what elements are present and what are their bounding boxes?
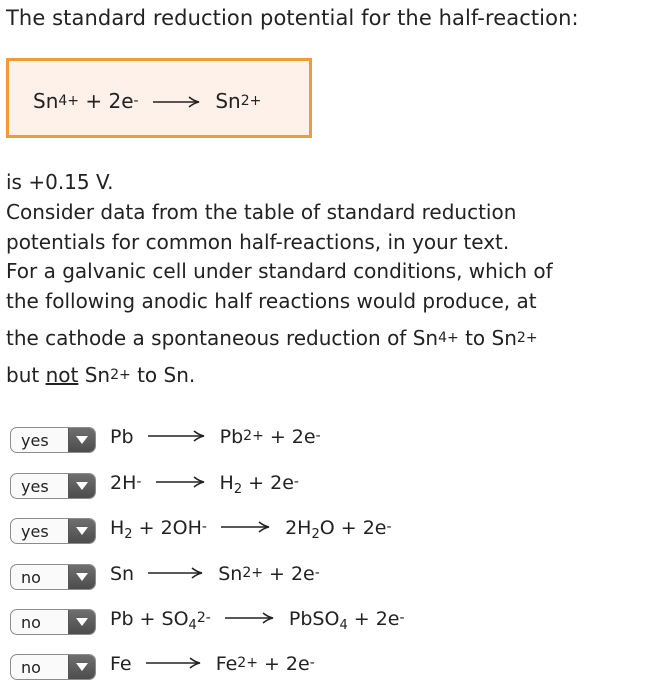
eq-reactant: Sn (33, 89, 59, 113)
eq-product-charge: 2+ (240, 93, 262, 109)
half-reaction (110, 517, 392, 540)
body-line-6-prefix: the cathode a spontaneous reduction of Sn (6, 326, 439, 350)
body-line-7-suffix: to Sn. (130, 363, 196, 387)
answer-select[interactable] (10, 654, 96, 680)
reaction-right: H (219, 472, 234, 494)
answer-select-value: yes (21, 431, 49, 450)
half-reaction (110, 563, 320, 586)
reaction-right-tail: + 2e (347, 608, 400, 630)
reaction-right-tail-sup: - (314, 565, 320, 581)
reaction-right-tail: + 2e (263, 426, 316, 448)
half-reaction (110, 426, 321, 449)
body-line-6 (6, 326, 538, 350)
reaction-right-tail-sup: - (309, 655, 315, 671)
reaction-right-tail: + 2e (257, 653, 310, 675)
eq-reactant-charge: 4+ (58, 93, 80, 109)
answer-select-value: no (21, 658, 41, 677)
reaction-right: PbSO (288, 608, 340, 630)
reaction-right-tail: + 2e (262, 563, 315, 585)
body-line-2: Consider data from the table of standard reduction (6, 200, 517, 224)
reaction-left: H (110, 517, 125, 539)
reaction-left-sup: 2- (196, 610, 211, 626)
emphasis-not: not (45, 363, 79, 387)
answer-select[interactable] (10, 609, 96, 635)
right-arrow-icon (225, 607, 275, 629)
reaction-left-tail-sup: - (201, 519, 207, 535)
reaction-left-tail: + 2OH (132, 517, 202, 539)
answer-select-value: no (21, 568, 41, 587)
reaction-right: Sn (218, 563, 243, 585)
body-line-6-sup2: 2+ (516, 330, 538, 346)
reaction-right-sub: 4 (339, 618, 348, 633)
half-reaction (110, 472, 299, 495)
body-line-7-mid: Sn (78, 363, 111, 387)
chevron-down-icon[interactable] (68, 610, 95, 634)
reaction-right-sup: 2+ (242, 565, 263, 581)
eq-electrons: + 2e (85, 89, 134, 113)
body-line-5: the following anodic half reactions would produce, at (6, 289, 537, 313)
answer-select[interactable] (10, 564, 96, 590)
reaction-right-tail-sup: - (399, 610, 405, 626)
right-arrow-icon (153, 89, 201, 113)
half-reaction-box (6, 58, 312, 138)
half-reaction (110, 653, 315, 676)
reaction-right-sub: 2 (233, 482, 243, 497)
reaction-left: Sn (110, 563, 135, 585)
reaction-right-tail-sup: - (386, 519, 392, 535)
chevron-down-icon[interactable] (68, 428, 95, 452)
reaction-right-tail: + 2e (242, 472, 294, 494)
chevron-down-icon[interactable] (68, 655, 95, 679)
reaction-left-sub: 2 (124, 527, 133, 542)
reaction-right: Fe (215, 653, 238, 675)
reaction-right: 2H (285, 517, 312, 539)
reaction-left: Pb (110, 426, 134, 448)
answer-select-value: yes (21, 522, 49, 541)
question-title: The standard reduction potential for the half-reaction: (6, 6, 579, 30)
reaction-left-sup: - (136, 474, 142, 490)
reaction-right: Pb (219, 426, 244, 448)
answer-select-value: yes (21, 477, 49, 496)
chevron-down-icon[interactable] (68, 519, 95, 543)
body-line-6-mid: to Sn (458, 326, 517, 350)
right-arrow-icon (148, 425, 206, 447)
right-arrow-icon (146, 652, 202, 674)
chevron-down-icon[interactable] (68, 565, 95, 589)
reaction-right-tail-sup: - (293, 474, 299, 490)
body-line-3: potentials for common half-reactions, in your text. (6, 230, 510, 254)
body-line-1: is +0.15 V. (6, 170, 114, 194)
reaction-right-tail: O + 2e (319, 517, 387, 539)
body-line-6-sup1: 4+ (438, 330, 459, 346)
reaction-left: Pb + SO (110, 608, 189, 630)
answer-select[interactable] (10, 427, 96, 453)
right-arrow-icon (156, 471, 206, 493)
reaction-right-sup: 2+ (243, 428, 264, 444)
half-reaction-equation (33, 89, 261, 115)
answer-select-value: no (21, 613, 41, 632)
reaction-right-sup: 2+ (237, 655, 258, 671)
body-line-4: For a galvanic cell under standard conditions, which of (6, 259, 553, 283)
reaction-right-sub: 2 (311, 527, 320, 542)
answer-select[interactable] (10, 518, 96, 544)
reaction-left-sub: 4 (188, 618, 197, 633)
chevron-down-icon[interactable] (68, 474, 95, 498)
body-line-7-sup: 2+ (110, 367, 131, 383)
right-arrow-icon (221, 516, 271, 538)
half-reaction (110, 608, 405, 631)
reaction-right-tail-sup: - (315, 428, 321, 444)
reaction-left: 2H (110, 472, 137, 494)
body-line-7-prefix: but (6, 363, 46, 387)
eq-product: Sn (215, 89, 241, 113)
right-arrow-icon (148, 562, 204, 584)
answer-select[interactable] (10, 473, 96, 499)
reaction-left: Fe (110, 653, 132, 675)
eq-electron-charge: - (133, 93, 139, 109)
body-line-7 (6, 363, 195, 387)
